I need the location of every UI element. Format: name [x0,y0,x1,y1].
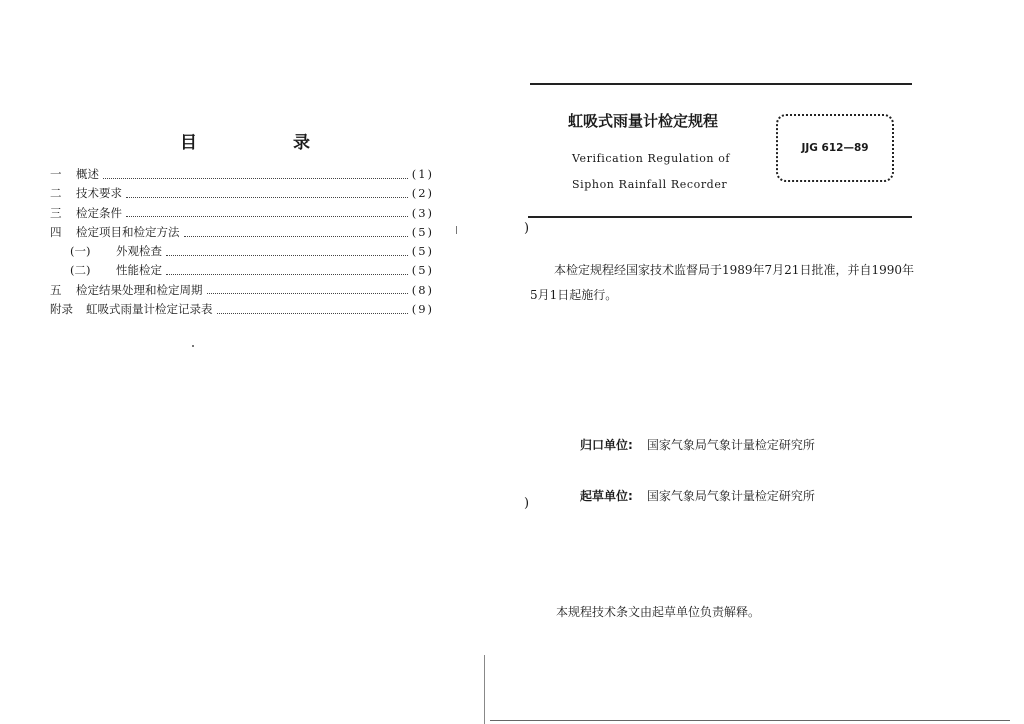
contents-title-char: 录 [293,133,310,153]
entry-page: (5) [411,224,434,239]
dot-leader [217,304,408,314]
responsible-unit-value: 国家气象局气象计量检定研究所 [646,438,815,452]
interpretation-note: 本规程技术条文由起草单位负责解释。 [556,605,761,619]
entry-label: 虹吸式雨量计检定记录表 [86,302,213,317]
entry-number: (二) [70,263,91,278]
entry-label: 检定结果处理和检定周期 [76,282,203,297]
scan-speck [456,226,457,234]
contents-page [0,0,480,724]
standard-code-box [776,114,894,182]
contents-entry[interactable] [50,262,434,281]
top-rule [530,83,912,85]
entry-number: 一 [50,167,62,181]
entry-page: (2) [411,186,434,201]
scan-mark: ) [524,496,530,511]
entry-page: (3) [411,205,434,220]
entry-page: (9) [411,302,434,317]
contents-entry[interactable] [50,282,434,301]
entry-label: 检定项目和检定方法 [76,224,180,239]
entry-page: (8) [411,282,434,297]
contents-entry[interactable] [50,224,434,243]
entry-label: 性能检定 [116,263,162,278]
dot-leader [126,207,408,217]
dot-leader [126,188,408,198]
contents-title [180,128,310,153]
entry-number: 三 [50,205,62,220]
entry-number: 四 [50,224,62,239]
drafting-unit-row [580,487,815,504]
entry-number: 五 [50,282,62,297]
dot-leader [166,246,408,256]
binding-line [484,655,485,724]
standard-code: JJG 612—89 [801,142,869,154]
entry-label: 技术要求 [76,186,122,201]
contents-list [50,166,434,320]
contents-entry[interactable] [50,205,434,224]
contents-title-char: 目 [180,133,197,153]
entry-label: 检定条件 [76,205,122,220]
contents-entry[interactable] [50,166,434,185]
contents-entry[interactable] [50,243,434,262]
responsible-unit-row [580,436,815,453]
drafting-unit-label: 起草单位: [580,489,633,503]
bottom-edge-line [490,720,1010,721]
approval-statement: 本检定规程经国家技术监督局于1989年7月21日批准，并自1990年5月1日起施行。 [530,263,914,302]
contents-entry[interactable] [50,301,434,320]
drafting-unit-value: 国家气象局气象计量检定研究所 [646,489,815,503]
dot-leader [103,169,408,179]
contents-entry[interactable] [50,185,434,204]
document-title: 虹吸式雨量计检定规程 [568,112,719,130]
dot-leader [207,284,408,294]
scan-mark: ) [524,221,530,236]
scan-speck [192,345,194,347]
entry-number: 二 [50,186,62,201]
entry-number: (一) [70,244,91,259]
entry-number: 附录 [50,302,73,317]
english-title-line: Verification Regulation of [572,152,731,165]
middle-rule [528,216,912,218]
entry-page: (1) [411,167,434,181]
responsible-unit-label: 归口单位: [580,438,633,452]
entry-page: (5) [411,244,434,259]
dot-leader [166,265,408,275]
dot-leader [184,227,408,237]
english-title-line: Siphon Rainfall Recorder [572,178,728,191]
title-page [480,0,1024,724]
entry-page: (5) [411,263,434,278]
entry-label: 外观检查 [116,244,162,259]
entry-label: 概述 [76,167,99,181]
